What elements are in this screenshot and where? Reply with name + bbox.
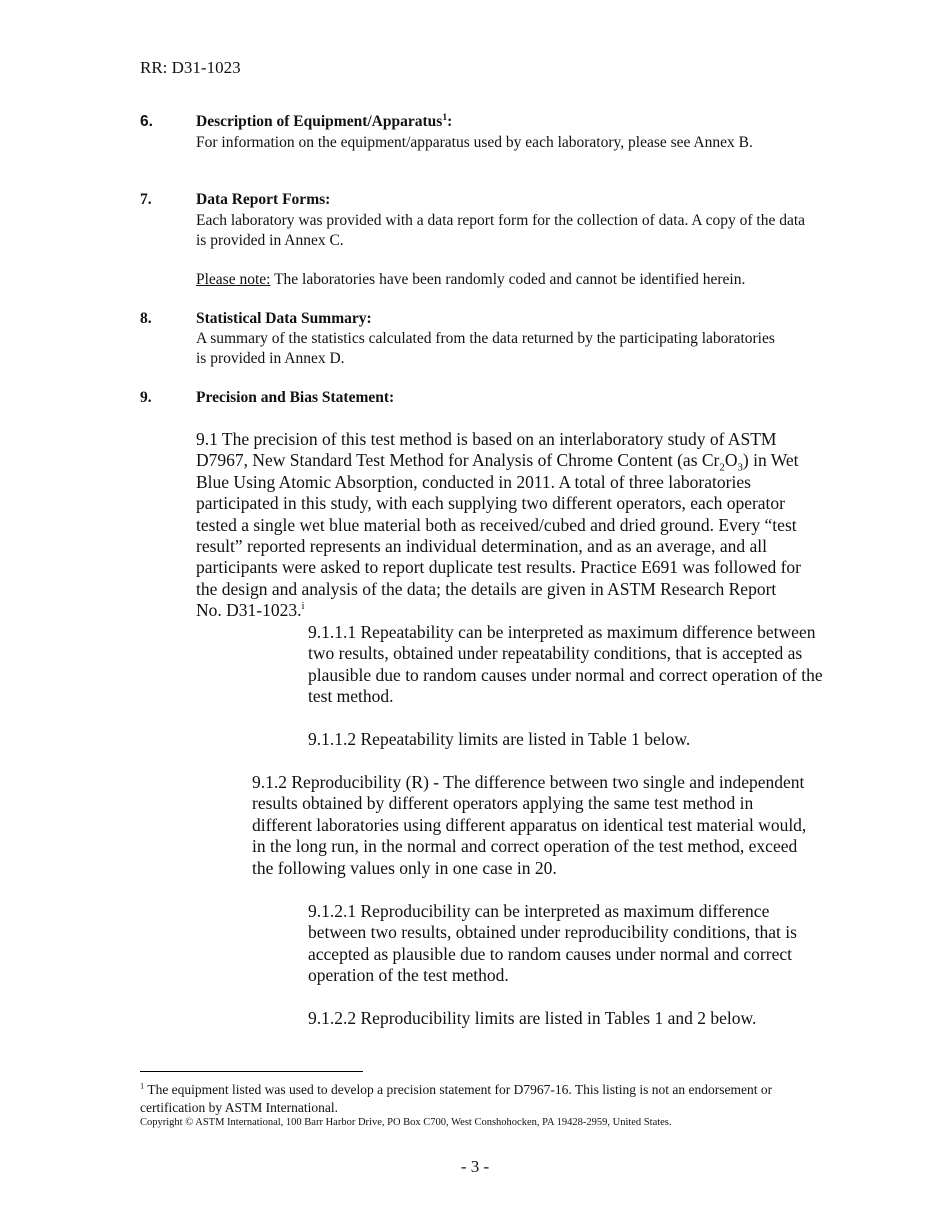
footnote-text: The equipment listed was used to develop a precision statement for D7967-16. This listing is not an endorsement or certification by ASTM International.	[140, 1082, 773, 1115]
section-7-title: Data Report Forms:	[196, 191, 331, 208]
section-6-number: 6.	[140, 113, 153, 130]
section-6-heading	[196, 113, 816, 131]
note-label: Please note:	[196, 271, 271, 288]
section-6-title-colon: :	[447, 113, 453, 130]
paragraph-9-1-1-1: 9.1.1.1 Repeatability can be interpreted as maximum difference between two results, obtained under repeatability conditions, that is accepted as plausible due to random causes under normal and correct operation of the test method.	[308, 622, 823, 707]
paragraph-9-1-2: 9.1.2 Reproducibility (R) - The difference between two single and independent results obtained by different operators applying the same test method in different laboratories using different apparatus on identical test material would, in the long run, in the normal and correct operation of the test method, exceed the following values only in one case in 20.	[252, 772, 807, 878]
footnote	[140, 1081, 790, 1117]
section-8-body: A summary of the statistics calculated from the data returned by the participating laboratories is provided in Annex D.	[196, 330, 775, 367]
note-text: The laboratories have been randomly coded and cannot be identified herein.	[270, 271, 746, 288]
section-6-body: For information on the equipment/apparatus used by each laboratory, please see Annex B.	[196, 134, 753, 151]
p91-sub-2: 2	[719, 461, 725, 474]
paragraph-9-1-2-1: 9.1.2.1 Reproducibility can be interpreted as maximum difference between two results, obtained under reproducibility conditions, that is accepted as plausible due to random causes under normal and correct operation of the test method.	[308, 901, 797, 986]
section-7-note	[196, 270, 836, 290]
p91-text-c: ) in Wet Blue Using Atomic Absorption, conducted in 2011. A total of three laboratories participated in this study, with each supplying two different operators, each operator tested a single wet blue material both as received/cubed and dried ground. Every “test result” reported represents an individual determination, and as an average, and all participants were asked to report duplicate test results. Practice E691 was followed for the design and analysis of the data; the details are given in ASTM Research Report No. D31-1023.	[196, 450, 802, 621]
footnote-marker: 1	[140, 1081, 145, 1091]
report-id-header: RR: D31-1023	[140, 58, 241, 77]
section-7-body: Each laboratory was provided with a data report form for the collection of data. A copy of the data is provided in Annex C.	[196, 212, 806, 249]
p91-text-b: O	[724, 450, 738, 471]
footnote-divider	[140, 1071, 363, 1072]
section-8-title: Statistical Data Summary:	[196, 310, 372, 327]
section-6-footnote-ref: 1	[442, 111, 448, 123]
copyright-notice: Copyright © ASTM International, 100 Barr Harbor Drive, PO Box C700, West Conshohocken, PA 19428-2959, United States.	[140, 1117, 672, 1128]
page-number: - 3 -	[460, 1157, 490, 1176]
section-8-number: 8.	[140, 310, 152, 327]
section-6-title: Description of Equipment/Apparatus	[196, 113, 443, 130]
section-7-number: 7.	[140, 191, 152, 208]
p91-text-a: 9.1 The precision of this test method is based on an interlaboratory study of ASTM D7967, New Standard Test Method for Analysis of Chrome Content (as Cr	[196, 429, 777, 471]
section-9-title: Precision and Bias Statement:	[196, 389, 395, 406]
p91-endnote-ref: i	[301, 600, 305, 613]
paragraph-9-1-1-2: 9.1.1.2 Repeatability limits are listed in Table 1 below.	[308, 729, 691, 749]
paragraph-9-1-2-2: 9.1.2.2 Reproducibility limits are listed in Tables 1 and 2 below.	[308, 1008, 757, 1028]
section-9-number: 9.	[140, 389, 152, 406]
paragraph-9-1	[196, 429, 806, 622]
p91-sub-3: 3	[737, 461, 743, 474]
